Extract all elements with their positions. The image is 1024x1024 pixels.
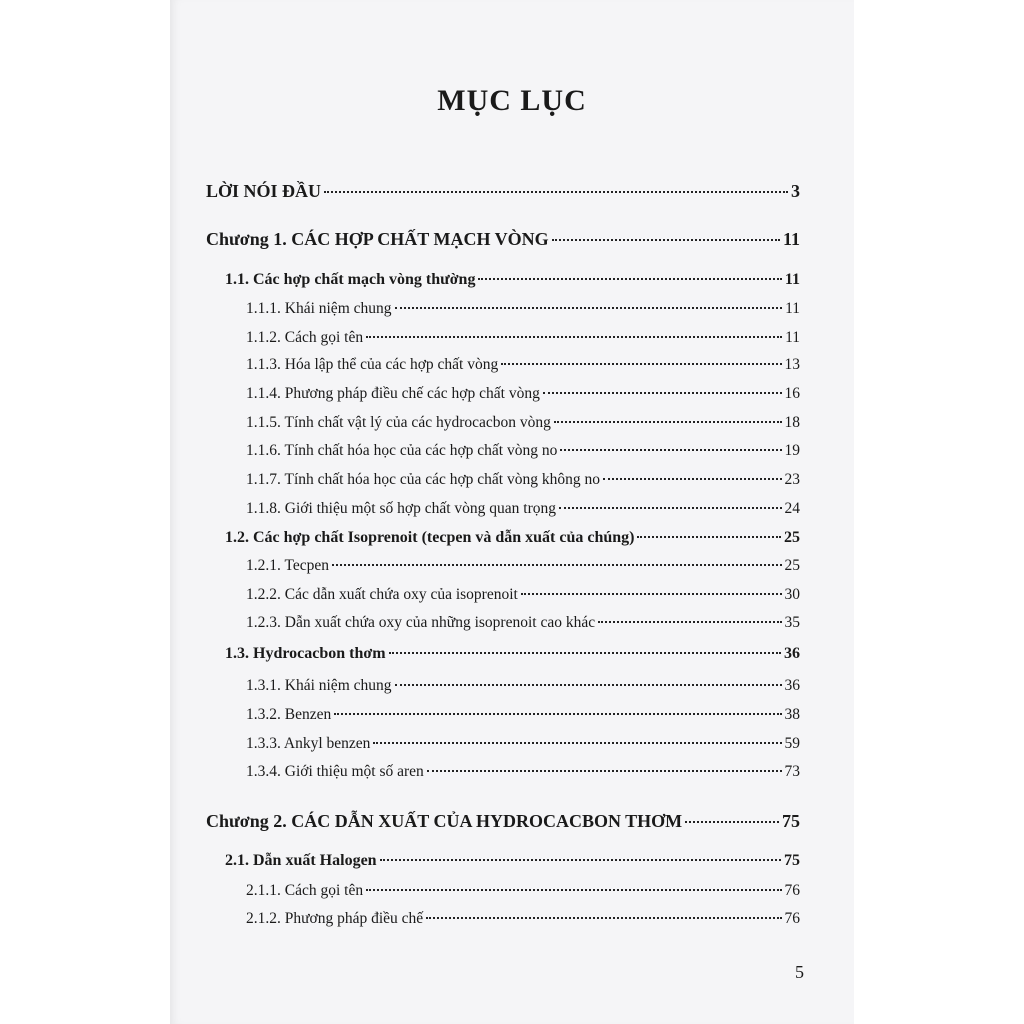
page-title: MỤC LỤC [437,84,587,117]
toc-page: 30 [784,586,800,603]
toc-label: 1.3.3. Ankyl benzen [246,735,371,752]
toc-entry-subsection [246,586,800,604]
toc-label: 2.1. Dẫn xuất Halogen [225,852,377,869]
toc-entry-subsection [246,614,800,632]
toc-label: 1.1.5. Tính chất vật lý của các hydrocacbon vòng [246,414,551,431]
page-number: 5 [795,962,804,982]
dot-leader [334,713,781,715]
dot-leader [598,621,781,623]
toc-label: 1.1.6. Tính chất hóa học của các hợp chất vòng no [246,442,558,459]
toc-entry-subsection [246,706,800,724]
toc-page: 18 [784,414,800,431]
toc-entry-subsection [246,414,800,432]
toc-page: 16 [784,385,800,402]
toc-entry-subsection [246,385,800,403]
toc-page: 36 [784,677,800,694]
toc-page: 19 [784,442,800,459]
dot-leader [560,449,781,451]
toc-page: 76 [784,882,800,899]
dot-leader [389,652,781,654]
toc-entry-preface [206,181,800,202]
toc-entry-subsection [246,300,800,318]
toc-page: 11 [785,329,800,346]
toc-label: 2.1.2. Phương pháp điều chế [246,910,424,927]
toc-label: 2.1.1. Cách gọi tên [246,882,364,899]
dot-leader [332,564,782,566]
toc-label: Chương 2. CÁC DẪN XUẤT CỦA HYDROCACBON THƠM [206,811,683,831]
toc-label: 1.1.7. Tính chất hóa học của các hợp chất vòng không no [246,471,600,488]
toc-label: 1.3.1. Khái niệm chung [246,677,392,694]
toc-entry-subsection [246,735,800,753]
toc-label: Chương 1. CÁC HỢP CHẤT MẠCH VÒNG [206,229,549,249]
dot-leader [552,239,780,241]
toc-page: 25 [784,557,800,574]
toc-entry-subsection [246,557,800,575]
dot-leader [380,859,781,861]
toc-entry-subsection [246,763,800,781]
toc-entry-chapter-1 [206,229,800,250]
toc-page: 75 [784,852,800,869]
toc-label: 1.1.3. Hóa lập thể của các hợp chất vòng [246,356,499,373]
toc-label: 1.1.8. Giới thiệu một số hợp chất vòng quan trọng [246,500,556,517]
toc-page: 76 [784,910,800,927]
book-page [170,0,854,1024]
toc-label: 1.2. Các hợp chất Isoprenoit (tecpen và dẫn xuất của chúng) [225,529,635,546]
dot-leader [324,191,788,193]
toc-label: 1.2.1. Tecpen [246,557,329,574]
toc-entry-chapter-2 [206,811,800,832]
toc-entry-subsection [246,356,800,374]
toc-page: 73 [784,763,800,780]
toc-page: 59 [784,735,800,752]
table-of-contents [170,0,854,1024]
toc-entry-subsection [246,500,800,518]
toc-label: 1.1.1. Khái niệm chung [246,300,392,317]
toc-label: 1.1.2. Cách gọi tên [246,329,364,346]
dot-leader [521,593,782,595]
toc-entry-subsection [246,442,800,460]
toc-page: 35 [784,614,800,631]
toc-entry-section [225,852,800,870]
toc-entry-section [225,271,800,289]
dot-leader [395,307,783,309]
dot-leader [543,392,782,394]
dot-leader [554,421,782,423]
toc-entry-subsection [246,882,800,900]
toc-page: 23 [784,471,800,488]
toc-entry-subsection [246,677,800,695]
toc-entry-subsection [246,910,800,928]
toc-entry-section [225,645,800,663]
dot-leader [366,336,782,338]
toc-label: 1.1. Các hợp chất mạch vòng thường [225,271,476,288]
toc-page: 38 [784,706,800,723]
dot-leader [373,742,781,744]
toc-label: 1.1.4. Phương pháp điều chế các hợp chất vòng [246,385,540,402]
toc-page: 3 [791,181,800,201]
dot-leader [366,889,781,891]
toc-page: 11 [785,300,800,317]
toc-label: 1.3. Hydrocacbon thơm [225,645,386,662]
toc-label: 1.2.3. Dẫn xuất chứa oxy của những isoprenoit cao khác [246,614,596,631]
toc-entry-subsection [246,329,800,347]
toc-label: 1.3.4. Giới thiệu một số aren [246,763,424,780]
toc-page: 36 [784,645,800,662]
toc-page: 11 [784,271,800,288]
toc-entry-subsection [246,471,800,489]
toc-label: 1.3.2. Benzen [246,706,332,723]
toc-page: 24 [784,500,800,517]
toc-page: 25 [784,529,800,546]
dot-leader [501,363,781,365]
dot-leader [478,278,781,280]
dot-leader [426,917,781,919]
dot-leader [559,507,782,509]
toc-page: 13 [784,356,800,373]
dot-leader [685,821,779,823]
toc-entry-section [225,529,800,547]
dot-leader [603,478,782,480]
toc-page: 75 [782,811,800,831]
dot-leader [427,770,782,772]
dot-leader [395,684,782,686]
toc-page: 11 [782,229,800,249]
dot-leader [637,536,781,538]
toc-label: LỜI NÓI ĐẦU [206,181,322,201]
toc-label: 1.2.2. Các dẫn xuất chứa oxy của isoprenoit [246,586,518,603]
